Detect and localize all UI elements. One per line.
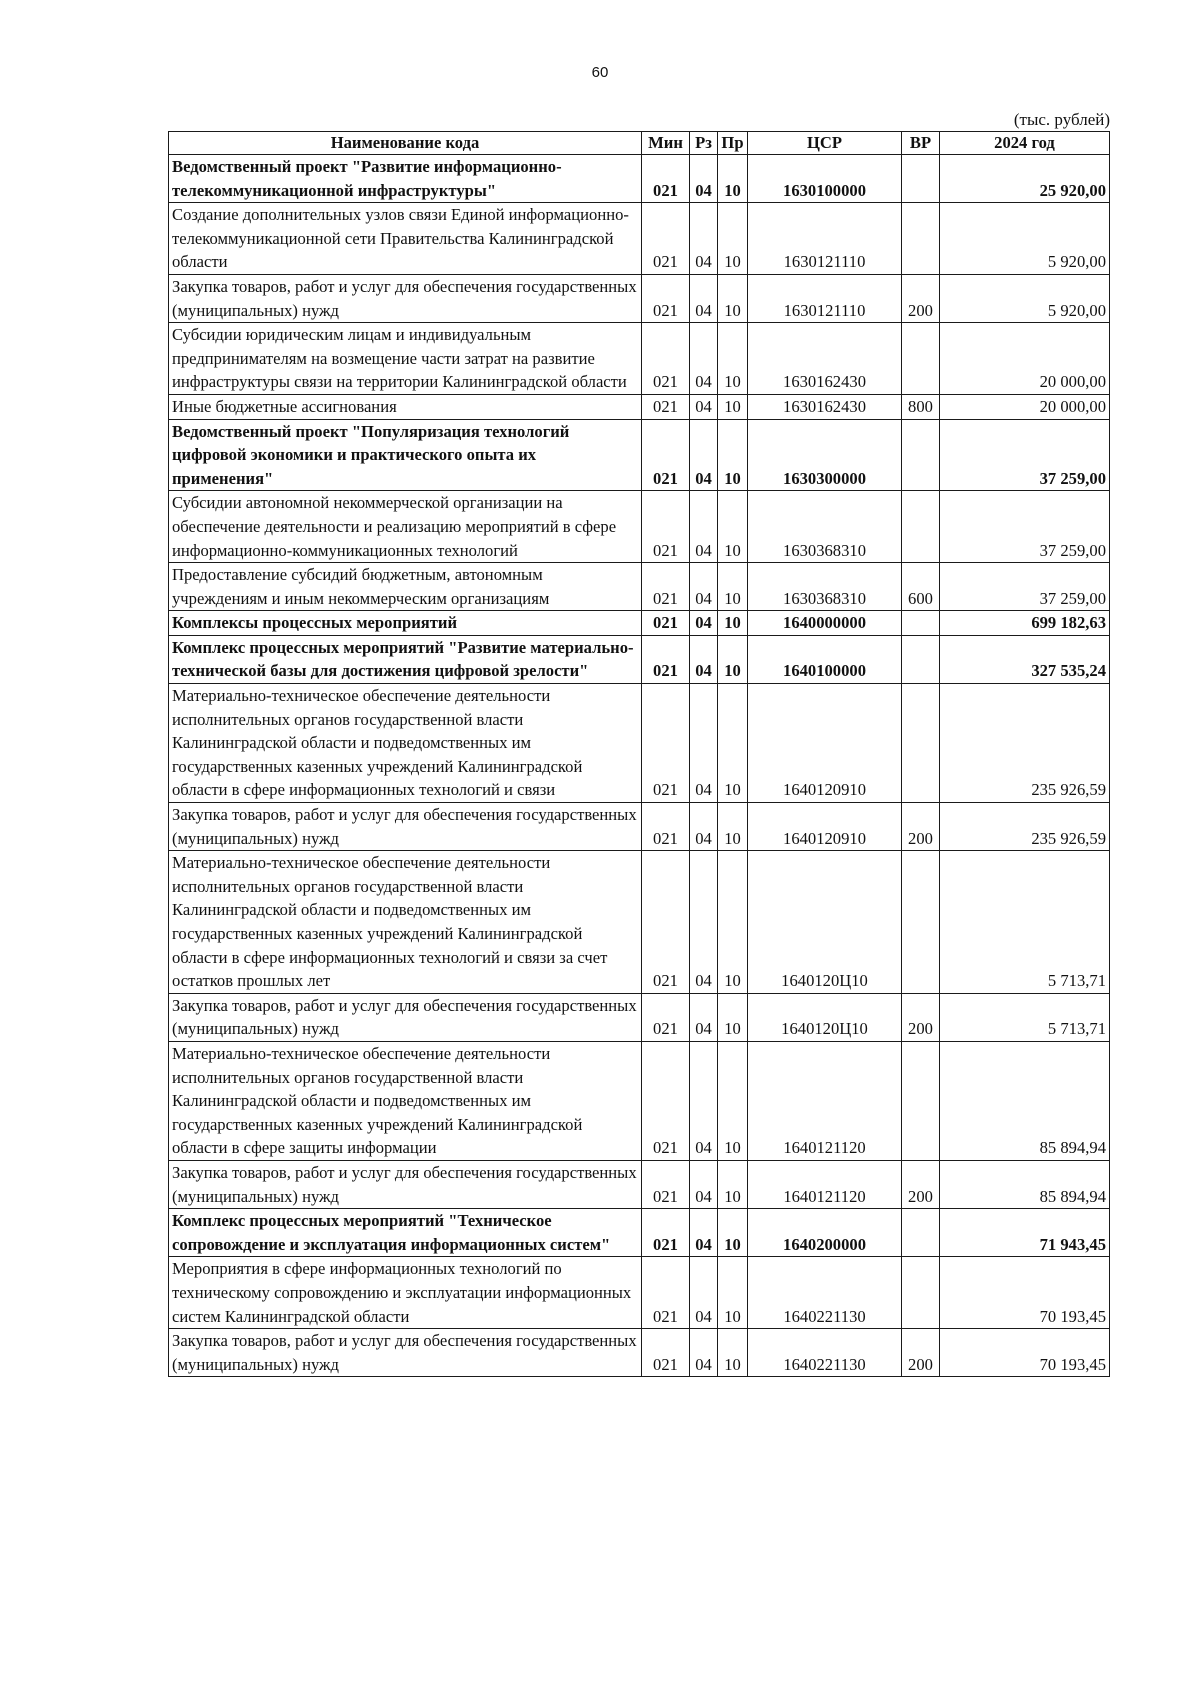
table-row (169, 1041, 1110, 1160)
row-pr: 10 (718, 491, 748, 563)
units-label: (тыс. рублей) (1013, 110, 1110, 129)
row-vr (902, 851, 940, 994)
row-amount: 699 182,63 (940, 611, 1110, 636)
table-row (169, 1257, 1110, 1329)
table-row (169, 563, 1110, 611)
row-rz: 04 (690, 803, 718, 851)
row-csr: 1640120Ц10 (748, 851, 902, 994)
row-amount: 5 713,71 (940, 851, 1110, 994)
table-row (169, 394, 1110, 419)
row-min: 021 (642, 491, 690, 563)
row-pr: 10 (718, 155, 748, 203)
header-year: 2024 год (940, 132, 1110, 155)
row-rz: 04 (690, 851, 718, 994)
row-rz: 04 (690, 155, 718, 203)
table-row (169, 1209, 1110, 1257)
row-rz: 04 (690, 1160, 718, 1208)
row-min: 021 (642, 684, 690, 803)
row-pr: 10 (718, 563, 748, 611)
row-rz: 04 (690, 274, 718, 322)
row-name: Закупка товаров, работ и услуг для обеспечения государственных (муниципальных) нужд (169, 1329, 642, 1377)
row-pr: 10 (718, 1257, 748, 1329)
row-rz: 04 (690, 1257, 718, 1329)
row-min: 021 (642, 1209, 690, 1257)
row-csr: 1630300000 (748, 419, 902, 491)
row-pr: 10 (718, 851, 748, 994)
row-name: Материально-техническое обеспечение деятельности исполнительных органов государственной власти Калининградской области и подведомственных им государственных казенных учреждений Калининградской области в сфере информационных технологий и связи за счет остатков прошлых лет (169, 851, 642, 994)
row-min: 021 (642, 563, 690, 611)
row-vr: 200 (902, 274, 940, 322)
row-amount: 235 926,59 (940, 684, 1110, 803)
row-amount: 327 535,24 (940, 635, 1110, 683)
row-amount: 235 926,59 (940, 803, 1110, 851)
row-name: Комплекс процессных мероприятий "Развитие материально-технической базы для достижения цифровой зрелости" (169, 635, 642, 683)
row-vr: 200 (902, 993, 940, 1041)
row-pr: 10 (718, 993, 748, 1041)
row-csr: 1640221130 (748, 1257, 902, 1329)
row-csr: 1640200000 (748, 1209, 902, 1257)
row-name: Иные бюджетные ассигнования (169, 394, 642, 419)
header-vr: ВР (902, 132, 940, 155)
table-row (169, 684, 1110, 803)
row-pr: 10 (718, 1160, 748, 1208)
row-rz: 04 (690, 419, 718, 491)
row-min: 021 (642, 635, 690, 683)
row-min: 021 (642, 1041, 690, 1160)
row-name: Закупка товаров, работ и услуг для обеспечения государственных (муниципальных) нужд (169, 803, 642, 851)
row-vr: 200 (902, 1329, 940, 1377)
row-csr: 1640121120 (748, 1160, 902, 1208)
row-csr: 1640120910 (748, 803, 902, 851)
row-csr: 1640000000 (748, 611, 902, 636)
row-csr: 1630162430 (748, 323, 902, 395)
row-csr: 1640121120 (748, 1041, 902, 1160)
row-rz: 04 (690, 1041, 718, 1160)
row-min: 021 (642, 394, 690, 419)
row-amount: 70 193,45 (940, 1257, 1110, 1329)
row-rz: 04 (690, 563, 718, 611)
row-csr: 1630121110 (748, 203, 902, 275)
table-row (169, 1160, 1110, 1208)
row-vr (902, 684, 940, 803)
row-pr: 10 (718, 684, 748, 803)
row-pr: 10 (718, 323, 748, 395)
row-name: Субсидии автономной некоммерческой организации на обеспечение деятельности и реализацию мероприятий в сфере информационно-коммуникационных технологий (169, 491, 642, 563)
table-row (169, 635, 1110, 683)
row-rz: 04 (690, 1329, 718, 1377)
row-rz: 04 (690, 611, 718, 636)
row-min: 021 (642, 155, 690, 203)
table-row (169, 323, 1110, 395)
table-row (169, 491, 1110, 563)
row-min: 021 (642, 274, 690, 322)
row-amount: 37 259,00 (940, 491, 1110, 563)
row-amount: 37 259,00 (940, 419, 1110, 491)
row-min: 021 (642, 993, 690, 1041)
row-name: Закупка товаров, работ и услуг для обеспечения государственных (муниципальных) нужд (169, 1160, 642, 1208)
row-pr: 10 (718, 419, 748, 491)
row-pr: 10 (718, 1209, 748, 1257)
row-name: Материально-техническое обеспечение деятельности исполнительных органов государственной власти Калининградской области и подведомственных им государственных казенных учреждений Калининградской области в сфере информационных технологий и связи (169, 684, 642, 803)
row-vr (902, 323, 940, 395)
row-vr: 200 (902, 803, 940, 851)
row-min: 021 (642, 323, 690, 395)
row-amount: 85 894,94 (940, 1160, 1110, 1208)
row-name: Комплекс процессных мероприятий "Техническое сопровождение и эксплуатация информационных систем" (169, 1209, 642, 1257)
header-csr: ЦСР (748, 132, 902, 155)
row-rz: 04 (690, 684, 718, 803)
row-pr: 10 (718, 1041, 748, 1160)
table-row (169, 274, 1110, 322)
row-name: Ведомственный проект "Развитие информационно-телекоммуникационной инфраструктуры" (169, 155, 642, 203)
row-csr: 1640120910 (748, 684, 902, 803)
row-amount: 20 000,00 (940, 394, 1110, 419)
table-row (169, 611, 1110, 636)
row-pr: 10 (718, 611, 748, 636)
table-row (169, 993, 1110, 1041)
page-number: 60 (591, 64, 609, 81)
row-vr (902, 491, 940, 563)
row-min: 021 (642, 611, 690, 636)
row-name: Субсидии юридическим лицам и индивидуальным предпринимателям на возмещение части затрат на развитие инфраструктуры связи на территории Калининградской области (169, 323, 642, 395)
row-amount: 85 894,94 (940, 1041, 1110, 1160)
row-vr (902, 419, 940, 491)
row-name: Ведомственный проект "Популяризация технологий цифровой экономики и практического опыта их применения" (169, 419, 642, 491)
row-name: Мероприятия в сфере информационных технологий по техническому сопровождению и эксплуатации информационных систем Калининградской области (169, 1257, 642, 1329)
row-vr (902, 611, 940, 636)
row-amount: 71 943,45 (940, 1209, 1110, 1257)
row-name: Предоставление субсидий бюджетным, автономным учреждениям и иным некоммерческим организациям (169, 563, 642, 611)
row-name: Создание дополнительных узлов связи Единой информационно-телекоммуникационной сети Правительства Калининградской области (169, 203, 642, 275)
table-row (169, 155, 1110, 203)
row-rz: 04 (690, 635, 718, 683)
table-row (169, 419, 1110, 491)
row-vr (902, 1041, 940, 1160)
row-vr: 800 (902, 394, 940, 419)
header-rz: Рз (690, 132, 718, 155)
row-rz: 04 (690, 203, 718, 275)
row-min: 021 (642, 419, 690, 491)
row-rz: 04 (690, 491, 718, 563)
header-name: Наименование кода (169, 132, 642, 155)
row-csr: 1630368310 (748, 491, 902, 563)
row-vr: 600 (902, 563, 940, 611)
table-row (169, 851, 1110, 994)
row-rz: 04 (690, 394, 718, 419)
row-csr: 1630121110 (748, 274, 902, 322)
row-min: 021 (642, 1329, 690, 1377)
row-csr: 1630368310 (748, 563, 902, 611)
table-row (169, 203, 1110, 275)
row-pr: 10 (718, 394, 748, 419)
row-csr: 1640100000 (748, 635, 902, 683)
row-amount: 5 920,00 (940, 203, 1110, 275)
table-row (169, 1329, 1110, 1377)
row-pr: 10 (718, 803, 748, 851)
row-vr (902, 635, 940, 683)
row-csr: 1640221130 (748, 1329, 902, 1377)
row-amount: 37 259,00 (940, 563, 1110, 611)
row-amount: 20 000,00 (940, 323, 1110, 395)
row-vr (902, 1209, 940, 1257)
row-name: Закупка товаров, работ и услуг для обеспечения государственных (муниципальных) нужд (169, 993, 642, 1041)
row-min: 021 (642, 851, 690, 994)
row-vr (902, 203, 940, 275)
header-pr: Пр (718, 132, 748, 155)
row-vr (902, 1257, 940, 1329)
row-vr (902, 155, 940, 203)
row-amount: 25 920,00 (940, 155, 1110, 203)
row-csr: 1630100000 (748, 155, 902, 203)
row-rz: 04 (690, 323, 718, 395)
row-pr: 10 (718, 635, 748, 683)
row-name: Материально-техническое обеспечение деятельности исполнительных органов государственной власти Калининградской области и подведомственных им государственных казенных учреждений Калининградской области в сфере защиты информации (169, 1041, 642, 1160)
row-pr: 10 (718, 274, 748, 322)
row-amount: 5 920,00 (940, 274, 1110, 322)
row-amount: 70 193,45 (940, 1329, 1110, 1377)
row-amount: 5 713,71 (940, 993, 1110, 1041)
row-pr: 10 (718, 1329, 748, 1377)
row-pr: 10 (718, 203, 748, 275)
row-min: 021 (642, 203, 690, 275)
row-rz: 04 (690, 1209, 718, 1257)
row-min: 021 (642, 803, 690, 851)
row-name: Комплексы процессных мероприятий (169, 611, 642, 636)
row-min: 021 (642, 1257, 690, 1329)
row-rz: 04 (690, 993, 718, 1041)
header-min: Мин (642, 132, 690, 155)
row-csr: 1630162430 (748, 394, 902, 419)
row-name: Закупка товаров, работ и услуг для обеспечения государственных (муниципальных) нужд (169, 274, 642, 322)
row-vr: 200 (902, 1160, 940, 1208)
budget-table (168, 131, 1110, 1377)
table-header-row (169, 132, 1110, 155)
row-csr: 1640120Ц10 (748, 993, 902, 1041)
row-min: 021 (642, 1160, 690, 1208)
table-row (169, 803, 1110, 851)
